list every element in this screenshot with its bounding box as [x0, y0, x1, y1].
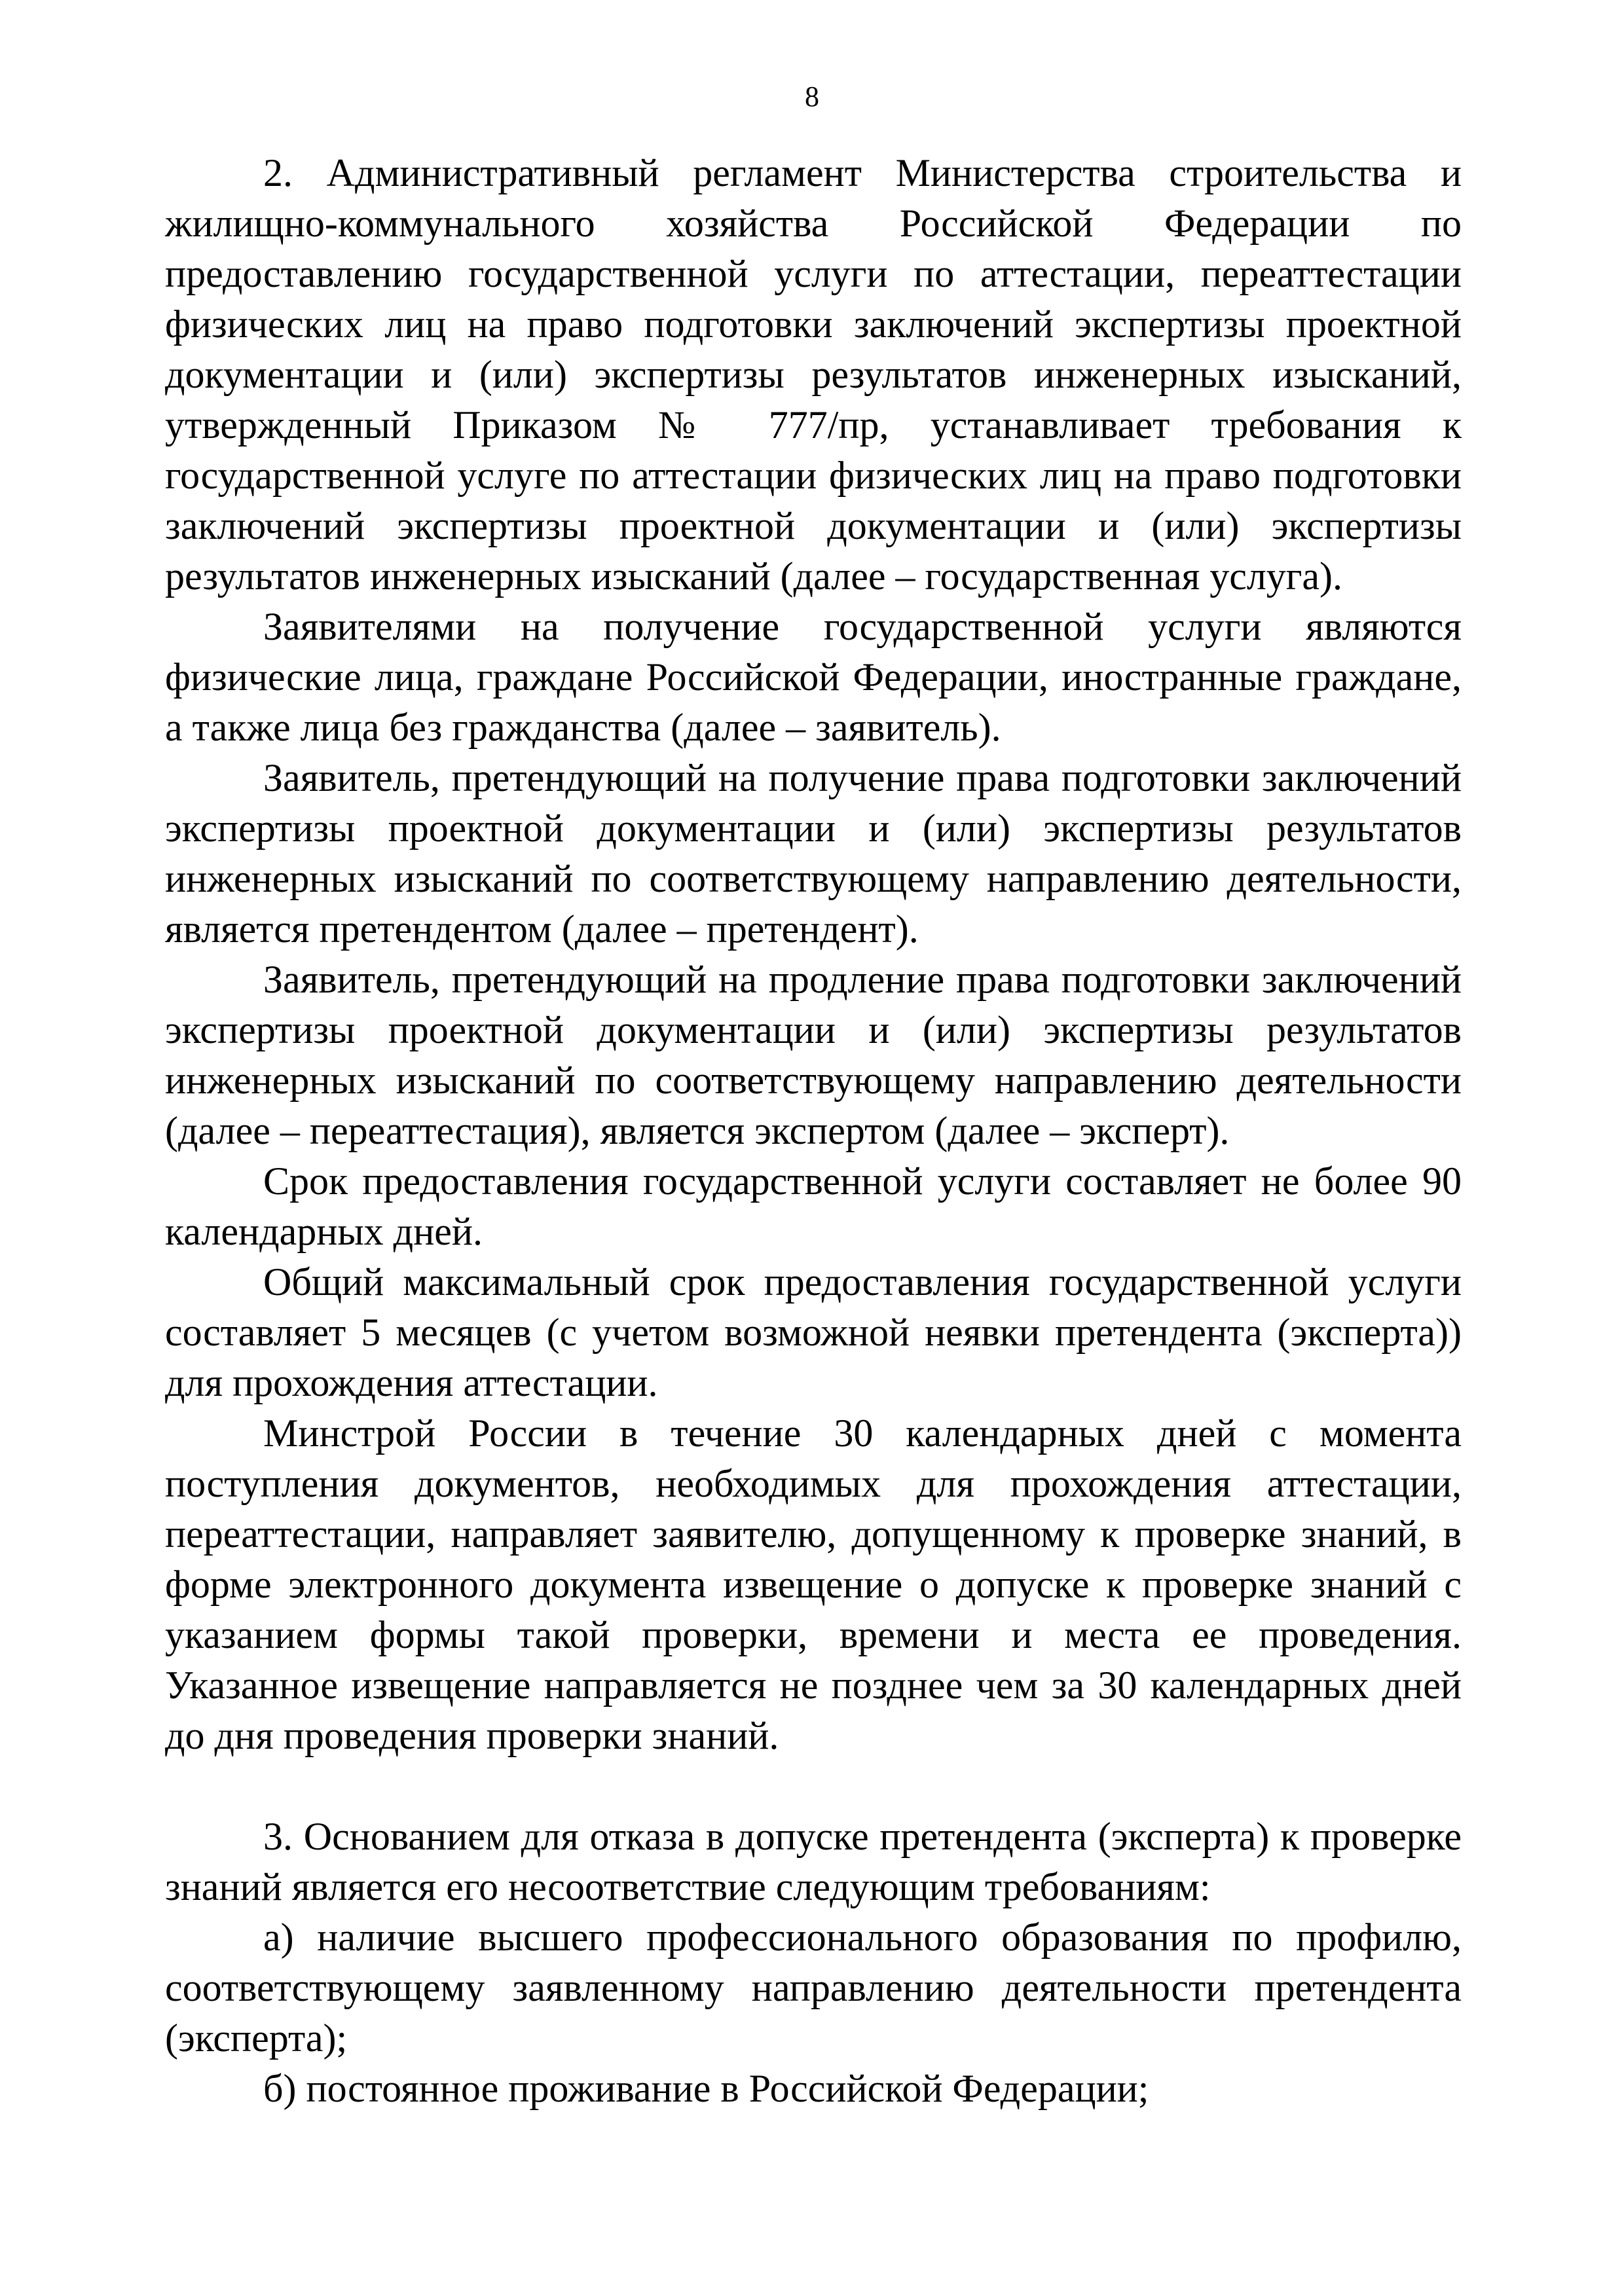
paragraph-max-term: Общий максимальный срок предоставления государственной услуги составляет 5 месяцев (с учетом возможной неявки претендента (эксперта)) для прохождения аттестации. [165, 1260, 1462, 1404]
paragraph-candidate: Заявитель, претендующий на получение права подготовки заключений экспертизы проектной документации и (или) экспертизы результатов инженерных изысканий по соответствующему направлению деятельности, является претендентом (далее – претендент). [165, 756, 1462, 951]
paragraph-refusal-grounds: 3. Основанием для отказа в допуске претендента (эксперта) к проверке знаний является его несоответствие следующим требованиям: [165, 1815, 1462, 1908]
paragraph-service-term: Срок предоставления государственной услуги составляет не более 90 календарных дней. [165, 1159, 1462, 1253]
list-item-b: б) постоянное проживание в Российской Федерации; [263, 2067, 1149, 2110]
page-number: 8 [805, 81, 819, 113]
document-body [165, 148, 1462, 2114]
paragraph-notification: Минстрой России в течение 30 календарных дней с момента поступления документов, необходимых для прохождения аттестации, переаттестации, направляет заявителю, допущенному к проверке знаний, в форме электронного документа извещение о допуске к проверке знаний с указанием формы такой проверки, времени и места ее проведения. Указанное извещение направляется не позднее чем за 30 календарных дней до дня проведения проверки знаний. [165, 1412, 1462, 1757]
paragraph-applicants: Заявителями на получение государственной услуги являются физические лица, граждане Российской Федерации, иностранные граждане, а также лица без гражданства (далее – заявитель). [165, 605, 1462, 749]
list-item-a: а) наличие высшего профессионального образования по профилю, соответствующему заявленному направлению деятельности претендента (эксперта); [165, 1916, 1462, 2060]
paragraph-regulation: 2. Административный регламент Министерства строительства и жилищно-коммунального хозяйства Российской Федерации по предоставлению государственной услуги по аттестации, переаттестации физических лиц на право подготовки заключений экспертизы проектной документации и (или) экспертизы результатов инженерных изысканий, утвержденный Приказом № 777/пр, устанавливает требования к государственной услуге по аттестации физических лиц на право подготовки заключений экспертизы проектной документации и (или) экспертизы результатов инженерных изысканий (далее – государственная услуга). [165, 151, 1462, 598]
paragraph-expert: Заявитель, претендующий на продление права подготовки заключений экспертизы проектной документации и (или) экспертизы результатов инженерных изысканий по соответствующему направлению деятельности (далее – переаттестация), является экспертом (далее – эксперт). [165, 958, 1462, 1152]
